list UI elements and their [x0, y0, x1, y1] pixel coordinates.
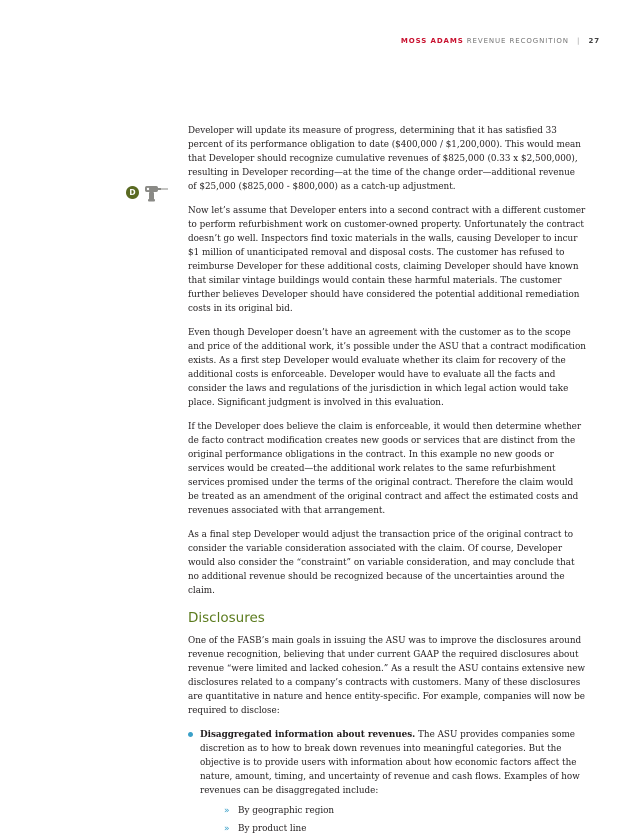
bullet-text: The ASU provides companies some discretion as to how to break down revenues into meaningful categories. But the objective is to provide users with information about how economic factors affect the nature, amount, timing, and uncertainty of revenue and cash flows. Examples of how revenues can be disaggregated include: [200, 730, 580, 796]
bullet-item [188, 728, 586, 836]
sub-item-label: By product line [238, 824, 307, 834]
header-brand: MOSS ADAMS [400, 37, 464, 45]
page-number: 27 [588, 37, 600, 45]
running-header [401, 37, 600, 45]
example-badge: D [126, 186, 139, 199]
bullet-list [188, 728, 586, 836]
section-intro: One of the FASB’s main goals in issuing the ASU was to improve the disclosures around revenue recognition, believing that under current GAAP the required disclosures about revenue “were limited and lacked cohesion.” As a result the ASU contains extensive new disclosures related to a company’s contracts with customers. Many of these disclosures are quantitative in nature and hence entity-specific. For example, companies will now be required to disclose: [188, 636, 586, 716]
paragraph: Now let’s assume that Developer enters into a second contract with a different customer to perform refurbishment work on customer-owned property. Unfortunately the contract doesn’t go well. Inspectors find toxic materials in the walls, causing Developer to incur $1 million of unanticipated removal and disposal costs. The customer has refused to reimburse Developer for these additional costs, claiming Developer should have known that similar vintage buildings would contain these harmful materials. The customer further believes Developer should have considered the potential additional remediation costs in its original bid. [188, 206, 586, 314]
header-title: REVENUE RECOGNITION [466, 37, 569, 45]
sub-item-label: By geographic region [238, 806, 335, 816]
example-marker [126, 182, 169, 202]
sub-list [200, 804, 586, 836]
paragraph: Developer will update its measure of progress, determining that it has satisfied 33 percent of its performance obligation to date ($400,000 / $1,200,000). This would mean that Developer should recognize cumulative revenues of $825,000 (0.33 x $2,500,000), resulting in Developer recording—at the time of the change order—additional revenue of $25,000 ($825,000 - $800,000) as a catch-up adjustment. [188, 126, 581, 192]
header-separator: | [577, 37, 581, 45]
power-drill-icon [143, 182, 169, 202]
chevron-right-icon: » [224, 806, 230, 816]
chevron-right-icon: » [224, 824, 230, 834]
paragraph: As a final step Developer would adjust the transaction price of the original contract to consider the variable consideration associated with the claim. Of course, Developer would also consider the “constraint” on variable consideration, and may conclude that no additional revenue should be recognized because of the uncertainties around the claim. [188, 530, 575, 596]
bullet-dot-icon [188, 732, 193, 737]
main-content [188, 124, 586, 840]
bullet-lead: Disaggregated information about revenues. [200, 730, 416, 740]
section-heading: Disclosures [188, 610, 265, 626]
paragraph: Even though Developer doesn’t have an agreement with the customer as to the scope and price of the additional work, it’s possible under the ASU that a contract modification exists. As a first step Developer would evaluate whether its claim for recovery of the additional costs is enforceable. Developer would have to evaluate all the facts and consider the laws and regulations of the jurisdiction in which legal action would take place. Significant judgment is involved in this evaluation. [188, 328, 586, 408]
sub-item [200, 804, 586, 818]
paragraph: If the Developer does believe the claim is enforceable, it would then determine whether de facto contract modification creates new goods or services that are distinct from the original performance obligations in the contract. In this example no new goods or services would be created—the additional work relates to the same refurbishment services promised under the terms of the original contract. Therefore the claim would be treated as an amendment of the original contract and affect the estimated costs and revenues associated with that arrangement. [188, 422, 582, 516]
sub-item [200, 822, 586, 836]
